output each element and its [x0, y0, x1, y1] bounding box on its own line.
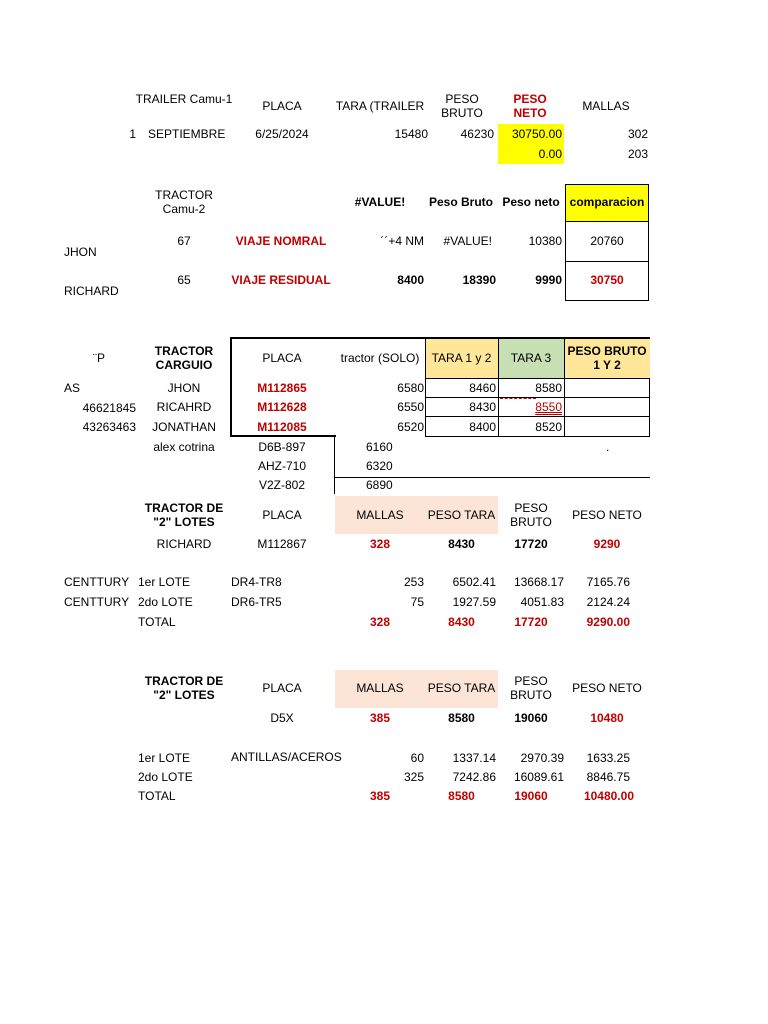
lotes-mallas: 328	[369, 537, 391, 551]
carguio-tara3: 8550	[535, 400, 562, 414]
row-left-label: AS	[64, 381, 81, 395]
richard-tara: 8400	[397, 273, 424, 287]
extra-solo: 6160	[366, 440, 393, 454]
header-tara: TARA (TRAILER	[335, 99, 425, 113]
header-peso-neto: PESO NETO	[513, 92, 547, 120]
header-tara3: TARA 3	[510, 351, 552, 365]
lotes-neto: 9290	[593, 537, 621, 551]
header-peso-bruto-5: PESO BRUTO	[510, 674, 552, 702]
total-neto: 9290.00	[586, 615, 630, 629]
carguio-tara12: 8430	[469, 400, 496, 414]
richard-comp: 30750	[590, 273, 624, 287]
header-peso-neto-5: PESO NETO	[572, 681, 642, 695]
row-month: SEPTIEMBRE	[148, 127, 226, 141]
lote-code: ANTILLAS/ACEROS	[231, 750, 342, 764]
lote-mallas: 253	[403, 575, 424, 589]
header-mallas-5: MALLAS	[356, 681, 404, 695]
total-bruto: 19060	[514, 789, 548, 803]
header-peso-neto-2: Peso neto	[502, 195, 560, 209]
richard-bruto: 18390	[462, 273, 496, 287]
total-bruto: 17720	[514, 615, 548, 629]
carguio-placa: M112085	[257, 420, 307, 434]
lote-bruto: 13668.17	[513, 575, 564, 589]
total-mallas: 385	[369, 789, 391, 803]
header-tractor-lotes: TRACTOR DE "2" LOTES	[144, 674, 224, 702]
row-mallas: 302	[627, 127, 648, 141]
header-bruto12: PESO BRUTO 1 Y 2	[567, 344, 647, 372]
header-peso-tara-5: PESO TARA	[427, 681, 496, 695]
dashed-mark	[500, 398, 536, 399]
driver-jhon: JHON	[64, 245, 97, 259]
dot-mark: .	[606, 440, 610, 454]
row-date: 6/25/2024	[255, 127, 309, 141]
header-tractor-camu2: TRACTOR Camu-2	[155, 188, 213, 216]
lote-tara: 1927.59	[452, 595, 496, 609]
carguio-tara3: 8520	[535, 420, 562, 434]
header-peso-tara-4: PESO TARA	[427, 508, 496, 522]
lote-label: 1er LOTE	[138, 575, 191, 589]
lote-bruto: 2970.39	[520, 751, 564, 765]
jhon-comp: 20760	[590, 234, 624, 248]
grid-line	[425, 436, 650, 437]
header-comparacion: comparacion	[569, 195, 645, 209]
lote-code: DR6-TR5	[231, 595, 282, 609]
grid-line	[425, 416, 650, 417]
lotes-tara: 8430	[448, 537, 475, 551]
row-index: 1	[129, 127, 136, 141]
lote-label: 1er LOTE	[138, 751, 191, 765]
lote-neto: 8846.75	[586, 770, 630, 784]
jhon-trip: VIAJE NOMRAL	[235, 234, 327, 248]
row-neto: 30750.00	[511, 127, 562, 141]
lotes-bruto: 19060	[514, 711, 548, 725]
header-tractor-carguio: TRACTOR CARGUIO	[154, 344, 214, 372]
jhon-bruto: #VALUE!	[443, 234, 492, 248]
header-placa: PLACA	[262, 99, 302, 113]
total-label: TOTAL	[138, 789, 176, 803]
header-p: ¨P	[93, 351, 105, 365]
row-tara: 15480	[394, 127, 428, 141]
carguio-divider-v	[334, 437, 335, 494]
carguio-tara3: 8580	[535, 381, 562, 395]
header-value-error: #VALUE!	[354, 195, 406, 209]
lote-mallas: 60	[410, 751, 424, 765]
lote-mallas: 325	[403, 770, 424, 784]
carguio-solo: 6550	[397, 400, 424, 414]
header-peso-bruto-2: Peso Bruto	[428, 195, 493, 209]
driver-richard: RICHARD	[64, 284, 119, 298]
carguio-solo: 6580	[397, 381, 424, 395]
grid-line	[425, 378, 650, 379]
total-mallas: 328	[369, 615, 391, 629]
header-placa-4: PLACA	[262, 508, 302, 522]
header-tractor-solo: tractor (SOLO)	[340, 351, 420, 365]
lote-label: 2do LOTE	[138, 770, 193, 784]
lote-bruto: 4051.83	[520, 595, 564, 609]
extra-solo: 6890	[366, 478, 393, 492]
row-bruto: 46230	[460, 127, 494, 141]
carguio-tara12: 8460	[469, 381, 496, 395]
extra-driver: alex cotrina	[153, 440, 215, 454]
lotes-mallas: 385	[369, 711, 391, 725]
carguio-placa: M112865	[257, 381, 307, 395]
header-peso-bruto-4: PESO BRUTO	[510, 501, 552, 529]
lote-tara: 6502.41	[452, 575, 496, 589]
lotes-placa: D5X	[270, 711, 294, 725]
total-neto: 10480.00	[583, 789, 634, 803]
extra-placa: V2Z-802	[258, 478, 306, 492]
header-placa-5: PLACA	[262, 681, 302, 695]
lotes-neto: 10480	[590, 711, 624, 725]
carguio-driver: JONATHAN	[152, 420, 216, 434]
lote-client: CENTTURY	[64, 595, 130, 609]
carguio-tara12: 8400	[469, 420, 496, 434]
header-tractor-lotes: TRACTOR DE "2" LOTES	[144, 501, 224, 529]
lotes-driver: RICHARD	[156, 537, 212, 551]
row-left-label: 46621845	[82, 401, 136, 415]
row-left-label: 43263463	[82, 420, 136, 434]
lotes-tara: 8580	[448, 711, 475, 725]
header-mallas: MALLAS	[582, 99, 630, 113]
richard-trip: VIAJE RESIDUAL	[231, 273, 331, 287]
lote-mallas: 75	[410, 595, 424, 609]
lote-client: CENTTURY	[64, 575, 130, 589]
header-placa-3: PLACA	[262, 351, 302, 365]
carguio-placa: M112628	[257, 400, 307, 414]
lote-neto: 1633.25	[586, 751, 630, 765]
richard-num: 65	[177, 273, 191, 287]
row2-neto: 0.00	[538, 147, 562, 161]
header-trailer: TRAILER Camu-1	[135, 92, 233, 106]
row2-mallas: 203	[627, 147, 648, 161]
header-tara12: TARA 1 y 2	[431, 351, 492, 365]
lote-code: DR4-TR8	[231, 575, 282, 589]
lote-bruto: 16089.61	[513, 770, 564, 784]
carguio-driver: RICAHRD	[156, 400, 212, 414]
total-tara: 8430	[448, 615, 475, 629]
extra-placa: D6B-897	[258, 440, 306, 454]
carguio-driver: JHON	[167, 381, 201, 395]
total-tara: 8580	[448, 789, 475, 803]
jhon-num: 67	[177, 234, 191, 248]
jhon-neto: 10380	[528, 234, 562, 248]
lote-neto: 7165.76	[586, 575, 630, 589]
grid-line	[649, 378, 650, 437]
grid-line	[425, 397, 650, 398]
lotes-bruto: 17720	[514, 537, 548, 551]
total-label: TOTAL	[138, 615, 176, 629]
extra-solo: 6320	[366, 459, 393, 473]
header-peso-bruto: PESO BRUTO	[441, 92, 483, 120]
richard-neto: 9990	[535, 273, 562, 287]
lote-tara: 1337.14	[452, 751, 496, 765]
header-peso-neto-4: PESO NETO	[572, 508, 642, 522]
carguio-solo: 6520	[397, 420, 424, 434]
carguio-frame-bottom	[230, 435, 336, 437]
lotes-placa: M112867	[257, 537, 307, 551]
jhon-tara: ´´+4 NM	[380, 234, 424, 248]
lote-neto: 2124.24	[586, 595, 630, 609]
lote-label: 2do LOTE	[138, 595, 193, 609]
lote-tara: 7242.86	[452, 770, 496, 784]
extra-placa: AHZ-710	[257, 459, 307, 473]
header-mallas-4: MALLAS	[356, 508, 404, 522]
